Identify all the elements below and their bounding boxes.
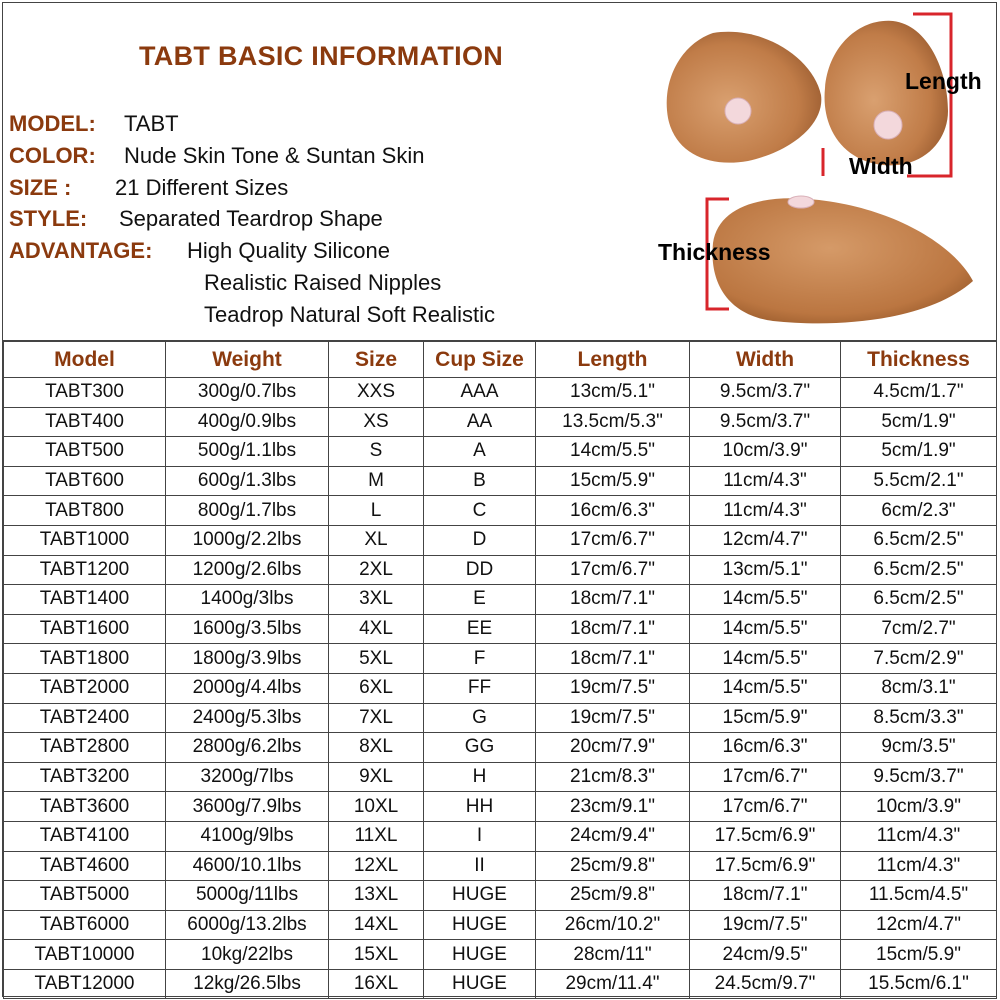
table-row [4,407,997,437]
cell-weight: 2800g/6.2lbs [166,733,329,763]
cell-thickness: 15.5cm/6.1" [841,969,997,999]
model-label: MODEL: [9,111,96,136]
cell-width: 14cm/5.5" [690,585,841,615]
cell-weight: 1400g/3lbs [166,585,329,615]
cell-weight: 3600g/7.9lbs [166,792,329,822]
cell-length: 17cm/6.7" [536,525,690,555]
size-value: 21 Different Sizes [115,175,289,200]
cell-size: 13XL [329,881,424,911]
left-form [667,32,822,163]
cell-length: 18cm/7.1" [536,614,690,644]
cell-cup-size: FF [424,673,536,703]
cell-thickness: 11cm/4.3" [841,821,997,851]
table-row [4,851,997,881]
cell-length: 16cm/6.3" [536,496,690,526]
page-title: TABT BASIC INFORMATION [139,41,504,71]
cell-thickness: 5cm/1.9" [841,407,997,437]
cell-cup-size: GG [424,733,536,763]
table-row [4,644,997,674]
cell-weight: 4600/10.1lbs [166,851,329,881]
cell-length: 13.5cm/5.3" [536,407,690,437]
table-row [4,703,997,733]
product-illustration [643,3,998,340]
cell-cup-size: B [424,466,536,496]
cell-thickness: 7.5cm/2.9" [841,644,997,674]
cell-weight: 3200g/7lbs [166,762,329,792]
cell-thickness: 7cm/2.7" [841,614,997,644]
cell-length: 25cm/9.8" [536,851,690,881]
table-row [4,525,997,555]
cell-thickness: 8cm/3.1" [841,673,997,703]
cell-width: 14cm/5.5" [690,644,841,674]
cell-size: XL [329,525,424,555]
cell-width: 17.5cm/6.9" [690,851,841,881]
cell-model: TABT12000 [4,969,166,999]
cell-length: 20cm/7.9" [536,733,690,763]
cell-cup-size: G [424,703,536,733]
cell-model: TABT3200 [4,762,166,792]
length-label: Length [905,68,982,94]
cell-size: L [329,496,424,526]
cell-model: TABT1600 [4,614,166,644]
cell-size: XXS [329,378,424,408]
cell-model: TABT1000 [4,525,166,555]
table-row [4,378,997,408]
cell-model: TABT2800 [4,733,166,763]
cell-width: 14cm/5.5" [690,614,841,644]
cell-length: 21cm/8.3" [536,762,690,792]
cell-thickness: 11cm/4.3" [841,851,997,881]
cell-weight: 300g/0.7lbs [166,378,329,408]
table-row [4,940,997,970]
cell-cup-size: E [424,585,536,615]
cell-model: TABT2400 [4,703,166,733]
cell-cup-size: D [424,525,536,555]
table-row [4,762,997,792]
cell-thickness: 5.5cm/2.1" [841,466,997,496]
table-row [4,466,997,496]
header-length: Length [536,342,690,378]
cell-cup-size: EE [424,614,536,644]
cell-size: 8XL [329,733,424,763]
cell-weight: 4100g/9lbs [166,821,329,851]
table-row [4,969,997,999]
cell-weight: 1000g/2.2lbs [166,525,329,555]
cell-thickness: 8.5cm/3.3" [841,703,997,733]
cell-width: 11cm/4.3" [690,496,841,526]
cell-model: TABT1400 [4,585,166,615]
cell-thickness: 11.5cm/4.5" [841,881,997,911]
advantage-item: High Quality Silicone [187,238,390,263]
cell-model: TABT6000 [4,910,166,940]
cell-weight: 12kg/26.5lbs [166,969,329,999]
cell-length: 13cm/5.1" [536,378,690,408]
cell-size: 5XL [329,644,424,674]
cell-width: 16cm/6.3" [690,733,841,763]
header-size: Size [329,342,424,378]
cell-model: TABT600 [4,466,166,496]
cell-length: 19cm/7.5" [536,673,690,703]
cell-weight: 600g/1.3lbs [166,466,329,496]
cell-width: 14cm/5.5" [690,673,841,703]
table-row [4,673,997,703]
header-thickness: Thickness [841,342,997,378]
cell-cup-size: I [424,821,536,851]
cell-size: 10XL [329,792,424,822]
model-value: TABT [124,111,179,136]
cell-thickness: 6.5cm/2.5" [841,525,997,555]
cell-length: 26cm/10.2" [536,910,690,940]
cell-model: TABT300 [4,378,166,408]
cell-size: M [329,466,424,496]
cell-thickness: 9.5cm/3.7" [841,762,997,792]
cell-thickness: 12cm/4.7" [841,910,997,940]
cell-model: TABT1200 [4,555,166,585]
table-row [4,881,997,911]
cell-width: 11cm/4.3" [690,466,841,496]
table-row [4,437,997,467]
table-row [4,585,997,615]
table-header-row [4,342,997,378]
cell-width: 13cm/5.1" [690,555,841,585]
cell-weight: 10kg/22lbs [166,940,329,970]
size-label: SIZE : [9,175,72,200]
advantage-item: Realistic Raised Nipples [204,270,442,295]
right-nipple [874,111,902,139]
cell-model: TABT4100 [4,821,166,851]
cell-weight: 800g/1.7lbs [166,496,329,526]
cell-cup-size: HH [424,792,536,822]
cell-thickness: 10cm/3.9" [841,792,997,822]
cell-cup-size: AA [424,407,536,437]
table-row [4,555,997,585]
cell-size: 4XL [329,614,424,644]
cell-size: 3XL [329,585,424,615]
table-body [4,378,997,999]
cell-width: 18cm/7.1" [690,881,841,911]
cell-cup-size: HUGE [424,910,536,940]
style-value: Separated Teardrop Shape [119,206,383,231]
cell-weight: 1800g/3.9lbs [166,644,329,674]
cell-model: TABT800 [4,496,166,526]
cell-cup-size: DD [424,555,536,585]
cell-weight: 5000g/11lbs [166,881,329,911]
cell-size: 16XL [329,969,424,999]
cell-cup-size: II [424,851,536,881]
cell-width: 15cm/5.9" [690,703,841,733]
product-diagram [643,3,998,340]
table-row [4,733,997,763]
cell-size: 11XL [329,821,424,851]
header-cup-size: Cup Size [424,342,536,378]
cell-width: 24.5cm/9.7" [690,969,841,999]
side-nipple [788,196,814,208]
cell-model: TABT500 [4,437,166,467]
header-width: Width [690,342,841,378]
cell-length: 25cm/9.8" [536,881,690,911]
cell-size: S [329,437,424,467]
cell-model: TABT2000 [4,673,166,703]
cell-cup-size: AAA [424,378,536,408]
cell-weight: 6000g/13.2lbs [166,910,329,940]
advantage-item: Teadrop Natural Soft Realistic [204,302,496,327]
cell-length: 18cm/7.1" [536,644,690,674]
cell-thickness: 9cm/3.5" [841,733,997,763]
cell-size: 12XL [329,851,424,881]
cell-size: 2XL [329,555,424,585]
size-table [3,341,997,999]
table-row [4,614,997,644]
left-nipple [725,98,751,124]
cell-model: TABT10000 [4,940,166,970]
cell-width: 19cm/7.5" [690,910,841,940]
cell-cup-size: A [424,437,536,467]
cell-thickness: 4.5cm/1.7" [841,378,997,408]
color-value: Nude Skin Tone & Suntan Skin [124,143,425,168]
cell-weight: 2000g/4.4lbs [166,673,329,703]
cell-length: 28cm/11" [536,940,690,970]
cell-cup-size: HUGE [424,881,536,911]
table-row [4,821,997,851]
cell-size: 9XL [329,762,424,792]
cell-length: 14cm/5.5" [536,437,690,467]
cell-size: 7XL [329,703,424,733]
cell-model: TABT5000 [4,881,166,911]
cell-model: TABT400 [4,407,166,437]
cell-length: 18cm/7.1" [536,585,690,615]
cell-model: TABT1800 [4,644,166,674]
width-label: Width [849,153,913,179]
cell-width: 10cm/3.9" [690,437,841,467]
cell-thickness: 15cm/5.9" [841,940,997,970]
cell-weight: 1600g/3.5lbs [166,614,329,644]
cell-length: 17cm/6.7" [536,555,690,585]
cell-size: 15XL [329,940,424,970]
cell-thickness: 6.5cm/2.5" [841,555,997,585]
cell-weight: 2400g/5.3lbs [166,703,329,733]
cell-width: 12cm/4.7" [690,525,841,555]
table-row [4,910,997,940]
advantage-label: ADVANTAGE: [9,238,153,263]
cell-width: 24cm/9.5" [690,940,841,970]
cell-width: 17cm/6.7" [690,762,841,792]
cell-length: 19cm/7.5" [536,703,690,733]
table-row [4,496,997,526]
spec-sheet [2,2,997,997]
header-weight: Weight [166,342,329,378]
cell-length: 29cm/11.4" [536,969,690,999]
cell-size: 14XL [329,910,424,940]
cell-model: TABT4600 [4,851,166,881]
thickness-label: Thickness [658,239,771,265]
cell-weight: 1200g/2.6lbs [166,555,329,585]
cell-width: 9.5cm/3.7" [690,378,841,408]
cell-cup-size: C [424,496,536,526]
cell-length: 24cm/9.4" [536,821,690,851]
style-label: STYLE: [9,206,88,231]
cell-size: XS [329,407,424,437]
header-model: Model [4,342,166,378]
cell-weight: 400g/0.9lbs [166,407,329,437]
cell-length: 23cm/9.1" [536,792,690,822]
color-label: COLOR: [9,143,96,168]
cell-cup-size: F [424,644,536,674]
cell-cup-size: HUGE [424,940,536,970]
cell-weight: 500g/1.1lbs [166,437,329,467]
cell-width: 17cm/6.7" [690,792,841,822]
cell-length: 15cm/5.9" [536,466,690,496]
cell-thickness: 6.5cm/2.5" [841,585,997,615]
cell-cup-size: HUGE [424,969,536,999]
cell-cup-size: H [424,762,536,792]
cell-width: 17.5cm/6.9" [690,821,841,851]
cell-width: 9.5cm/3.7" [690,407,841,437]
cell-model: TABT3600 [4,792,166,822]
cell-size: 6XL [329,673,424,703]
cell-thickness: 6cm/2.3" [841,496,997,526]
table-row [4,792,997,822]
basic-info-panel [3,3,996,341]
cell-thickness: 5cm/1.9" [841,437,997,467]
